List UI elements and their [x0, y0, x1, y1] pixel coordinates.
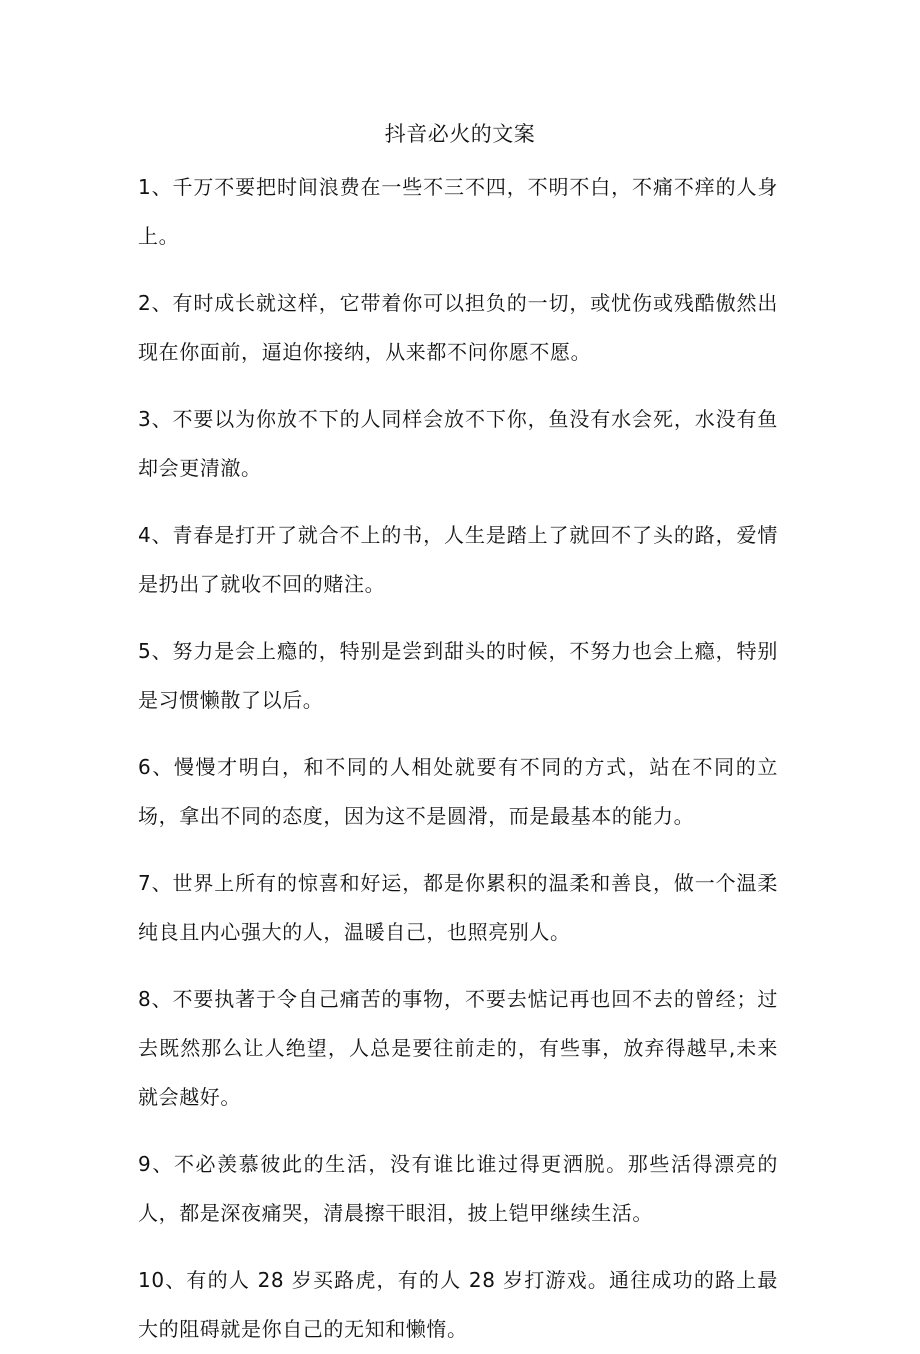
- paragraph-item: 6、慢慢才明白，和不同的人相处就要有不同的方式，站在不同的立场，拿出不同的态度，因为这不是圆滑，而是最基本的能力。: [138, 755, 778, 828]
- paragraph-item: 7、世界上所有的惊喜和好运，都是你累积的温柔和善良，做一个温柔纯良且内心强大的人，温暖自己，也照亮别人。: [138, 871, 778, 944]
- document-body: [138, 163, 778, 1354]
- paragraph-item: 4、青春是打开了就合不上的书，人生是踏上了就回不了头的路，爱情是扔出了就收不回的赌注。: [138, 523, 778, 596]
- paragraph-item: 10、有的人 28 岁买路虎，有的人 28 岁打游戏。通往成功的路上最大的阻碍就是你自己的无知和懒惰。: [138, 1268, 778, 1341]
- document-title: 抖音必火的文案: [384, 122, 536, 146]
- paragraph-item: 9、不必羡慕彼此的生活，没有谁比谁过得更洒脱。那些活得漂亮的人，都是深夜痛哭，清晨擦干眼泪，披上铠甲继续生活。: [138, 1152, 778, 1225]
- paragraph-item: 3、不要以为你放不下的人同样会放不下你，鱼没有水会死，水没有鱼却会更清澈。: [138, 407, 778, 480]
- paragraph-item: 2、有时成长就这样，它带着你可以担负的一切，或忧伤或残酷傲然出现在你面前，逼迫你接纳，从来都不问你愿不愿。: [138, 291, 778, 364]
- paragraph-item: 5、努力是会上瘾的，特别是尝到甜头的时候，不努力也会上瘾，特别是习惯懒散了以后。: [138, 639, 778, 712]
- paragraph-item: 8、不要执著于令自己痛苦的事物，不要去惦记再也回不去的曾经；过去既然那么让人绝望，人总是要往前走的，有些事，放弃得越早,未来就会越好。: [138, 987, 778, 1109]
- paragraph-item: 1、千万不要把时间浪费在一些不三不四，不明不白，不痛不痒的人身上。: [138, 175, 778, 248]
